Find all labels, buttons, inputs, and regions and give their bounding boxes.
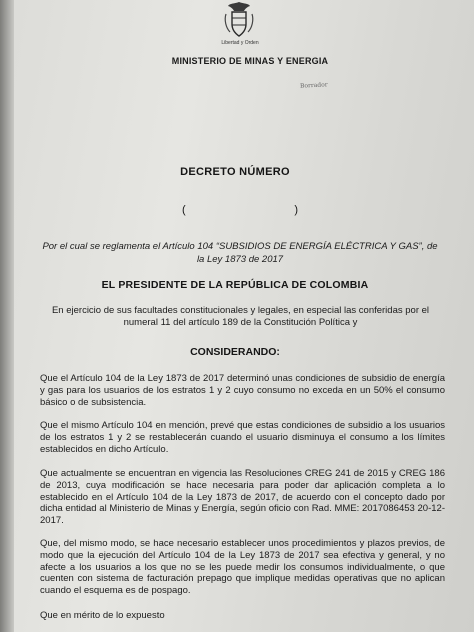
seal-motto: Libertad y Orden <box>221 40 259 46</box>
open-parenthesis: ( <box>182 204 186 216</box>
intro-paragraph: En ejercicio de sus facultades constitucionales y legales, en especial las conferidas por el numeral 11 del artículo 189 de la Constitución Política y <box>51 305 430 328</box>
ministry-name: MINISTERIO DE MINAS Y ENERGIA <box>171 56 329 66</box>
considerando-paragraph-2: Que el mismo Artículo 104 en mención, prevé que estas condiciones de subsidio a los usuarios de los estratos 1 y 2 se restablecerán cuando el usuario disminuya el consumo a los límites establecidos en dicho Artículo. <box>40 420 445 455</box>
considering-heading: CONSIDERANDO: <box>190 346 280 358</box>
decree-subtitle: Por el cual se reglamenta el Artículo 104 “SUBSIDIOS DE ENERGÍA ELÉCTRICA Y GAS”, de la Ley 1873 de 2017 <box>42 241 438 265</box>
close-parenthesis: ) <box>294 204 298 216</box>
closing-phrase: Que en mérito de lo expuesto <box>40 610 165 621</box>
coat-of-arms-icon <box>222 0 256 38</box>
decree-title: DECRETO NÚMERO <box>180 166 290 178</box>
considerando-paragraph-1: Que el Artículo 104 de la Ley 1873 de 2017 determinó unas condiciones de subsidio de energía y gas para los usuarios de los estratos 1 y 2 cuyo consumo no exceda en un 50% el consumo básico o de subsistencia. <box>40 373 445 408</box>
considerando-paragraph-3: Que actualmente se encuentran en vigencia las Resoluciones CREG 241 de 2015 y CREG 186 de 2013, cuya modificación se hace necesaria para poder dar aplicación completa a lo establecido en el Artículo 104 de la Ley 1873 de 2017, de acuerdo con el concepto dado por dicha entidad al Ministerio de Minas y Energía, según oficio con Rad. MME: 2017086453 20-12-2017. <box>40 468 445 527</box>
president-heading: EL PRESIDENTE DE LA REPÚBLICA DE COLOMBIA <box>101 279 369 291</box>
considerando-paragraph-4: Que, del mismo modo, se hace necesario establecer unos procedimientos y plazos previos, de modo que la ejecución del Artículo 104 de la Ley 1873 de 2017 sea efectiva y general, y no afecte a los usuarios a los que no se les puede medir los consumos individualmente, o que cuenten con sistema de facturación prepago que implique medidas operativas que no aplican cuando el esquema es de pospago. <box>40 538 445 597</box>
page-shadow-edge <box>0 0 14 632</box>
draft-stamp: Borrador <box>299 81 328 90</box>
